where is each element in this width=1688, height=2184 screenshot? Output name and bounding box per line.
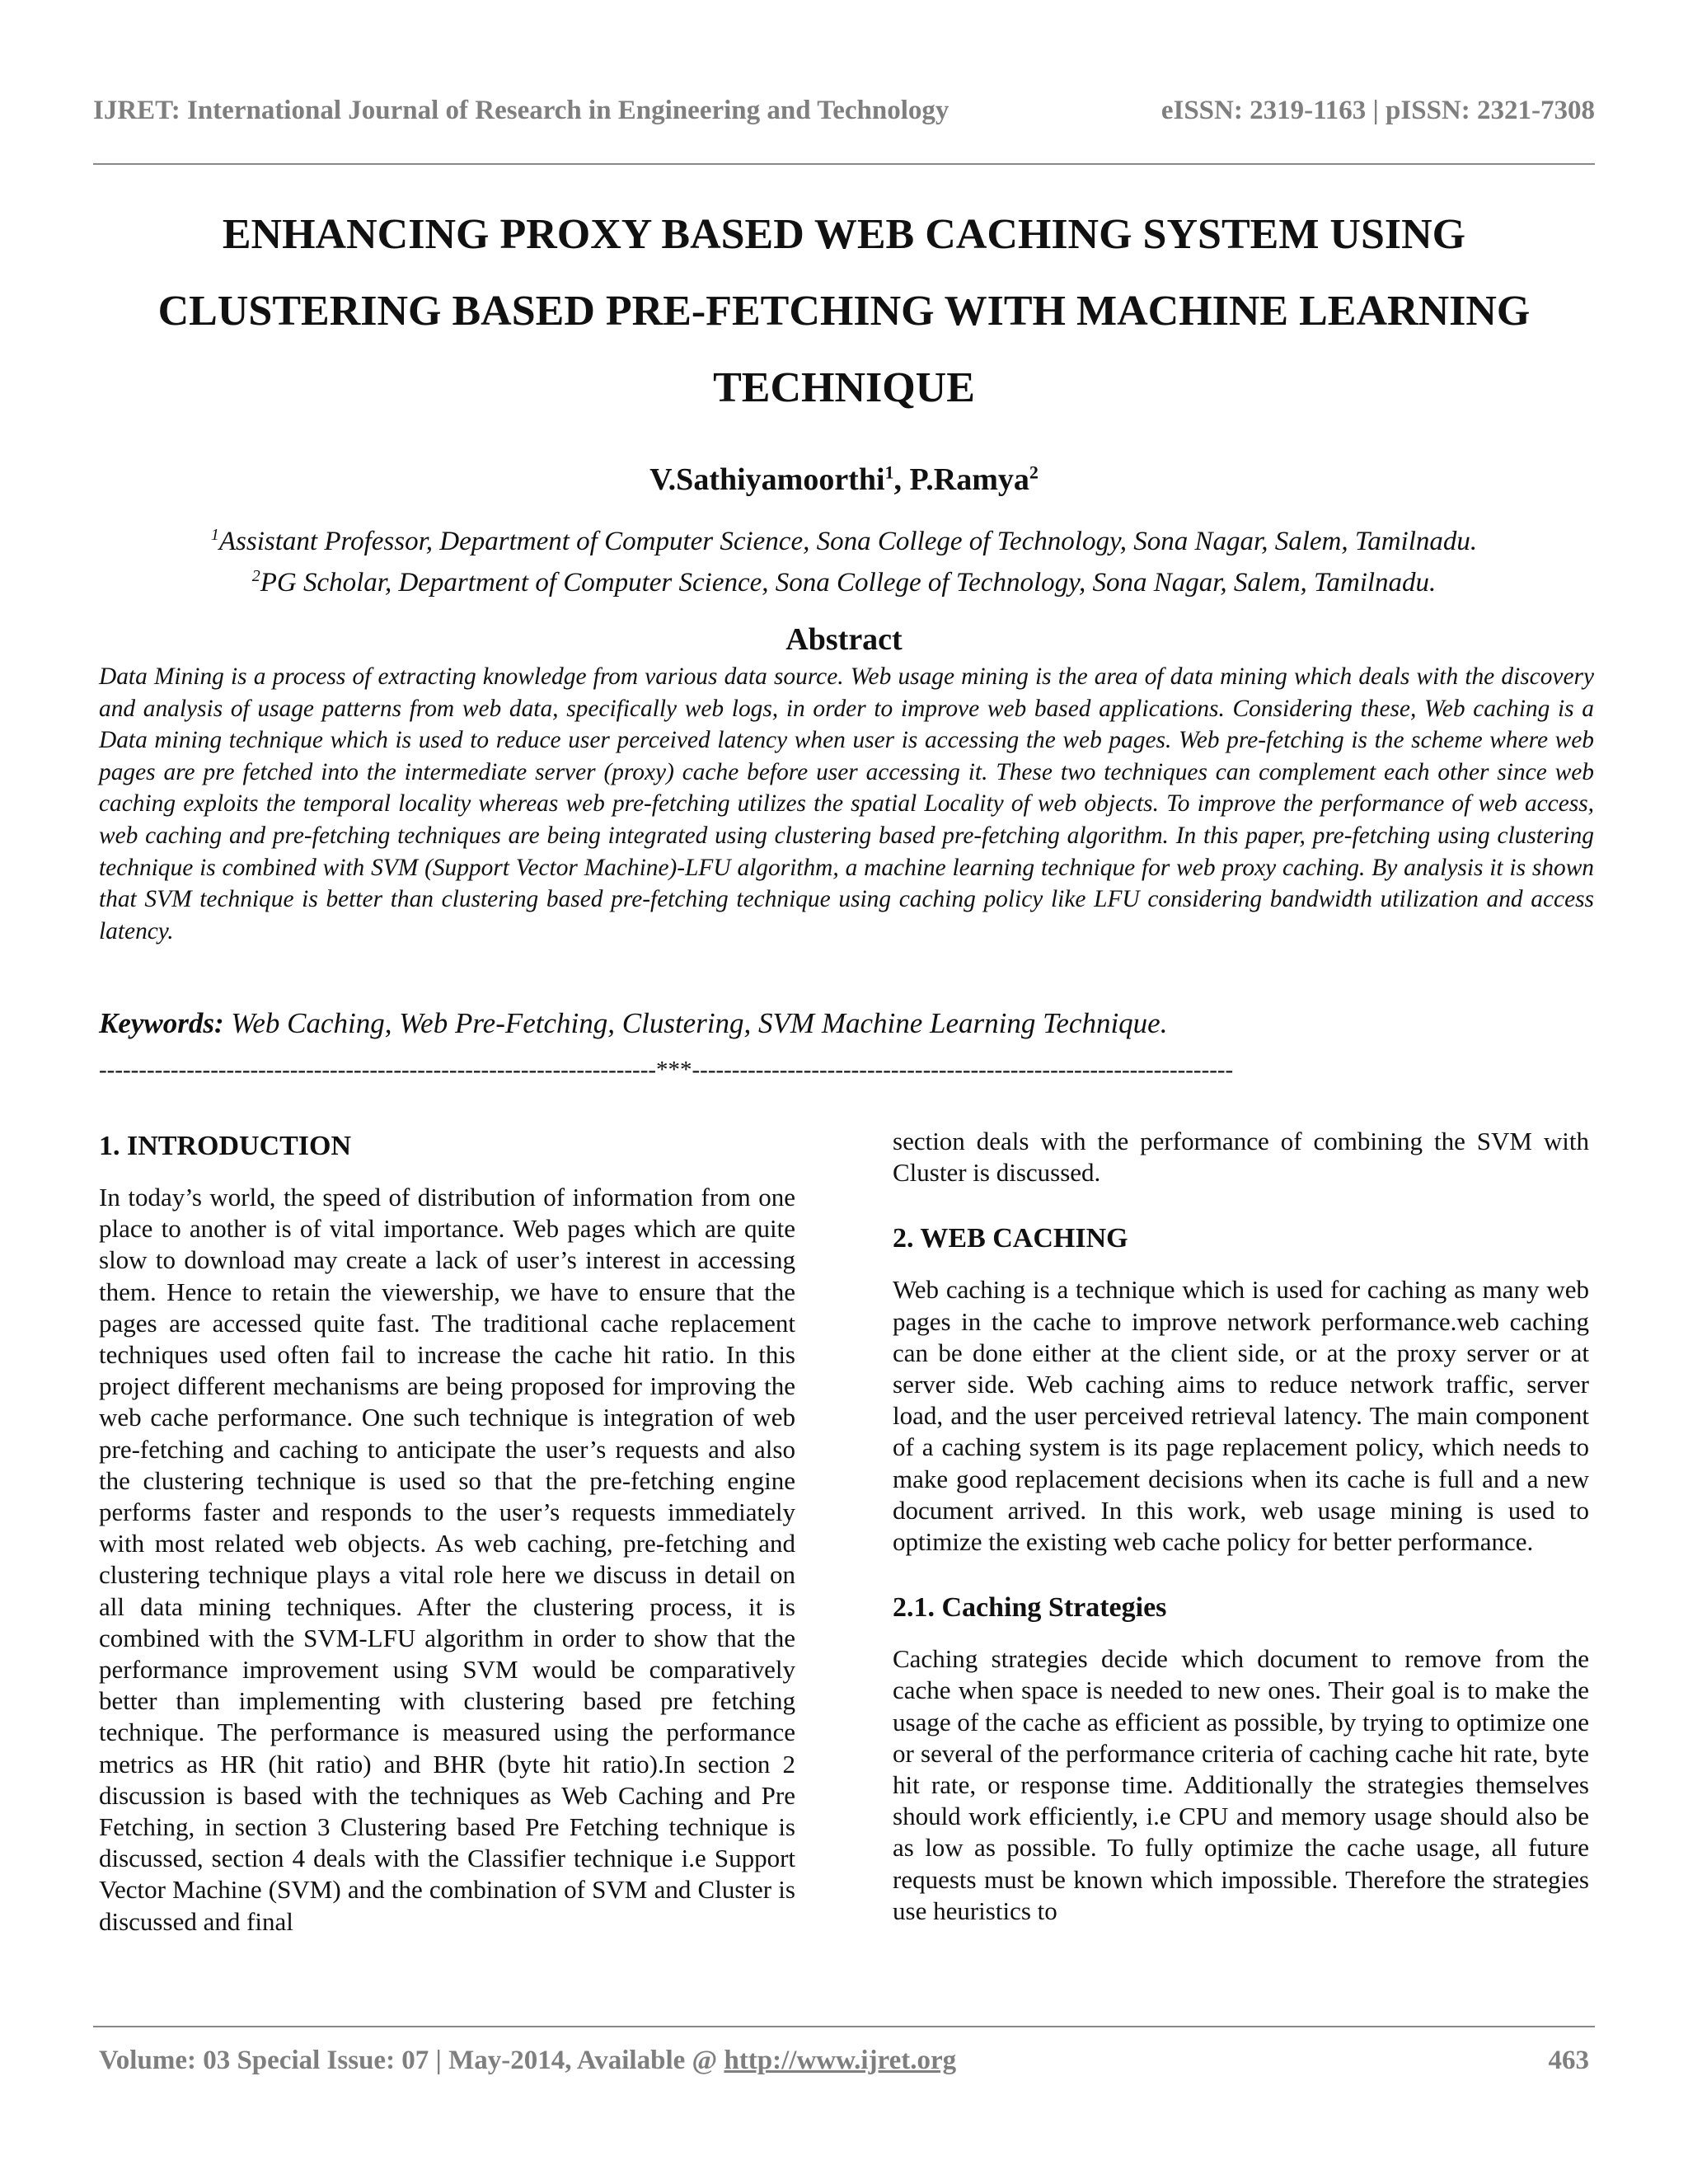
affiliation-2-text: PG Scholar, Department of Computer Science, Sona College of Technology, Sona Nagar, Salem, Tamilnadu.: [260, 568, 1437, 598]
intro-text: In today’s world, the speed of distribution of information from one place to another is of vital importance. Web pages which are quite slow to download may create a lack of user’s interest in accessing them. Hence to retain the viewership, we have to ensure that the pages are accessed quite fast. The traditional cache replacement techniques used often fail to increase the cache hit ratio. In this project different mechanisms are being proposed for improving the web cache performance. One such technique is integration of web pre-fetching and caching to anticipate the user’s requests and also the clustering technique is used so that the pre-fetching engine performs faster and responds to the user’s requests immediately with most related web objects. As web caching, pre-fetching and clustering technique plays a vital role here we discuss in detail on all data mining techniques. After the clustering process, it is combined with the SVM-LFU algorithm in order to show that the performance improvement using SVM would be comparatively better than implementing with clustering based pre fetching technique. The performance is measured using the performance metrics as HR (hit ratio) and BHR (byte hit ratio).In section 2 discussion is based with the techniques as Web Caching and Pre Fetching, in section 3 Clustering based Pre Fetching technique is discussed, section 4 deals with the Classifier technique i.e Support Vector Machine (SVM) and the combination of SVM and Cluster is discussed and final: [99, 1183, 795, 1936]
abstract-heading: Abstract: [785, 622, 903, 657]
right-column: [893, 1126, 1589, 1927]
intro-continued-text: section deals with the performance of combining the SVM with Cluster is discussed.: [893, 1127, 1589, 1188]
paper-title: [93, 196, 1595, 426]
web-caching-heading: 2. WEB CACHING: [893, 1223, 1128, 1254]
author-1: V.Sathiyamoorthi: [649, 462, 885, 497]
author-2-sup: 2: [1029, 462, 1039, 483]
left-column: [99, 1127, 795, 1938]
running-header: [93, 96, 1595, 126]
affiliations: [93, 518, 1595, 600]
author-1-sup: 1: [884, 462, 894, 483]
keywords-label: Keywords:: [99, 1007, 224, 1039]
affiliation-1: [93, 518, 1595, 559]
title-line-1: ENHANCING PROXY BASED WEB CACHING SYSTEM USING: [222, 211, 1466, 258]
title-line-3: TECHNIQUE: [713, 364, 975, 411]
intro-heading: 1. INTRODUCTION: [99, 1131, 352, 1161]
footer-volume-text: Volume: 03 Special Issue: 07 | May-2014, Available @: [99, 2046, 724, 2075]
issn-info: eISSN: 2319-1163 | pISSN: 2321-7308: [1160, 96, 1595, 125]
affiliation-1-sup: 1: [210, 526, 219, 544]
title-line-2: CLUSTERING BASED PRE-FETCHING WITH MACHINE LEARNING: [157, 288, 1531, 335]
journal-name: IJRET: International Journal of Research in Engineering and Technology: [93, 96, 950, 125]
journal-link[interactable]: http://www.ijret.org: [724, 2046, 957, 2075]
keywords-text: Web Caching, Web Pre-Fetching, Clustering, SVM Machine Learning Technique.: [223, 1007, 1168, 1039]
abstract-text: Data Mining is a process of extracting knowledge from various data source. Web usage mining is the area of data mining which deals with the discovery and analysis of usage patterns from web data, specifically web logs, in order to improve web based applications. Considering these, Web caching is a Data mining technique which is used to reduce user perceived latency when user is accessing the web pages. Web pre-fetching is the scheme where web pages are pre fetched into the intermediate server (proxy) cache before user accessing it. These two techniques can complement each other since web caching exploits the temporal locality whereas web pre-fetching utilizes the spatial Locality of web objects. To improve the performance of web access, web caching and pre-fetching techniques are being integrated using clustering based pre-fetching algorithm. In this paper, pre-fetching using clustering technique is combined with SVM (Support Vector Machine)-LFU algorithm, a machine learning technique for web proxy caching. By analysis it is shown that SVM technique is better than clustering based pre-fetching technique using caching policy like LFU considering bandwidth utilization and access latency.: [99, 663, 1594, 944]
affiliation-2: [93, 559, 1595, 600]
affiliation-2-sup: 2: [251, 567, 260, 585]
author-list: [93, 462, 1595, 498]
footer-rule: [93, 2026, 1595, 2027]
section-separator: ----------------------------------------------------------------------***--------------------------------------------------------------------: [99, 1057, 1234, 1083]
keywords: [99, 1007, 1594, 1040]
spacer: [893, 1188, 1589, 1220]
affiliation-1-text: Assistant Professor, Department of Computer Science, Sona College of Technology, Sona Nagar, Salem, Tamilnadu.: [218, 527, 1478, 556]
running-footer: [99, 2046, 1589, 2076]
caching-strategies-heading: 2.1. Caching Strategies: [893, 1592, 1167, 1624]
web-caching-text: Web caching is a technique which is used for caching as many web pages in the cache to improve network performance.web caching can be done either at the client side, or at the proxy server or at server side. Web caching aims to reduce network traffic, server load, and the user perceived retrieval latency. The main component of a caching system is its page replacement policy, which needs to make good replacement decisions when its cache is full and a new document arrived. In this work, web usage mining is used to optimize the existing web cache policy for better performance.: [893, 1275, 1589, 1557]
author-separator: ,: [893, 462, 910, 497]
caching-strategies-text: Caching strategies decide which document to remove from the cache when space is needed to new ones. Their goal is to make the usage of the cache as efficient as possible, by trying to optimize one or several of the performance criteria of caching cache hit rate, byte hit rate, or response time. Additionally the strategies themselves should work efficiently, i.e CPU and memory usage should also be as low as possible. To fully optimize the cache usage, all future requests must be known which impossible. Therefore the strategies use heuristics to: [893, 1644, 1589, 1925]
spacer: [893, 1558, 1589, 1589]
header-rule: [93, 163, 1595, 165]
author-2: P.Ramya: [909, 462, 1029, 497]
footer-volume: [99, 2046, 956, 2076]
page-number: 463: [1548, 2046, 1589, 2075]
